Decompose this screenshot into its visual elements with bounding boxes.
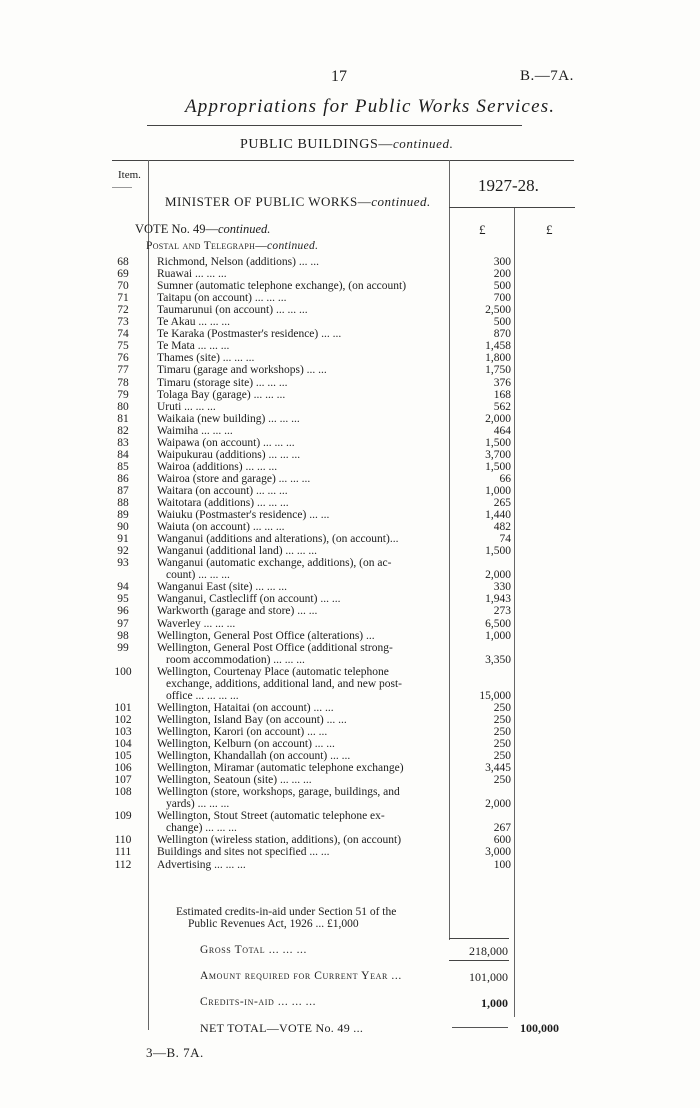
document-code: B.—7A.: [520, 68, 574, 84]
item-description: Waimiha ... ... ...: [157, 424, 233, 437]
item-amount: 6,500: [485, 617, 511, 630]
item-number: 90: [117, 521, 129, 534]
item-description: Wellington, Stout Street (automatic telephone ex-: [157, 810, 385, 823]
item-amount: 330: [493, 581, 511, 594]
item-description: Wairoa (store and garage) ... ... ...: [157, 472, 311, 485]
item-description: Warkworth (garage and store) ... ...: [157, 605, 318, 618]
item-amount: 200: [493, 268, 511, 281]
credits-note-line-2: Public Revenues Act, 1926 ... £1,000: [188, 918, 359, 930]
item-description: Waipukurau (additions) ... ... ...: [157, 448, 301, 461]
item-number: 88: [117, 497, 129, 509]
item-amount: 2,500: [485, 304, 511, 317]
item-description: Wellington, Karori (on account) ... ...: [157, 725, 328, 738]
subtitle-text: PUBLIC BUILDINGS—: [240, 137, 393, 152]
item-number: 109: [114, 810, 132, 823]
item-number: 100: [114, 665, 132, 678]
item-number: 73: [117, 316, 129, 329]
item-description: Wellington, Island Bay (on account) ... ...: [157, 713, 347, 726]
item-amount: 2,000: [485, 569, 511, 582]
item-amount: 15,000: [479, 689, 511, 702]
vote-continued: continued.: [217, 222, 271, 236]
item-number: 112: [114, 858, 132, 871]
item-number: 85: [117, 460, 129, 473]
item-description: Wellington, Miramar (automatic telephone exchange): [157, 762, 404, 775]
item-number: 92: [117, 545, 129, 558]
item-number: 84: [117, 448, 129, 461]
item-amount: 562: [493, 400, 511, 413]
item-number: 87: [117, 484, 129, 497]
section-continued: continued.: [267, 240, 319, 252]
section-name: Postal and Telegraph—: [146, 240, 268, 252]
item-description: Wellington (store, workshops, garage, buildings, and: [157, 786, 400, 799]
item-description: Wellington (wireless station, additions), (on account): [157, 834, 402, 847]
item-number: 79: [117, 388, 129, 401]
item-amount: 273: [493, 605, 511, 618]
item-description: office ... ... ... ...: [166, 689, 239, 702]
item-number: 81: [117, 412, 129, 425]
item-description: Thames (site) ... ... ...: [157, 352, 255, 365]
credits-in-aid-label: Credits-in-aid ... ... ...: [200, 996, 317, 1008]
item-amount: 3,350: [485, 653, 511, 666]
item-description: Waipawa (on account) ... ... ...: [157, 436, 295, 449]
item-amount: 1,750: [485, 364, 511, 377]
item-amount: 1,943: [485, 593, 511, 606]
gross-total-label: Gross Total ... ... ...: [200, 944, 307, 956]
net-total-label: NET TOTAL—VOTE No. 49 ...: [200, 1021, 364, 1035]
item-amount: 250: [493, 713, 511, 726]
item-description: Wanganui East (site) ... ... ...: [157, 581, 288, 594]
currency-symbol: £: [479, 222, 486, 237]
item-description: Wellington, General Post Office (alterations) ...: [157, 629, 375, 642]
item-description: exchange, additions, additional land, and new post-: [166, 677, 403, 690]
item-number: 71: [117, 292, 129, 305]
amount-required-value: 101,000: [469, 970, 508, 984]
item-number: 104: [114, 738, 132, 750]
gross-total-bottom-rule: [449, 960, 509, 961]
item-description: Wellington, Kelburn (on account) ... ...: [157, 738, 335, 750]
item-number: 102: [114, 713, 132, 726]
item-amount: 74: [499, 533, 511, 546]
currency-symbol-total: £: [546, 222, 553, 237]
item-description: Waiuku (Postmaster's residence) ... ...: [157, 509, 330, 522]
item-description: Ruawai ... ... ...: [157, 268, 227, 281]
item-amount: 250: [493, 774, 511, 787]
item-description: change) ... ... ...: [166, 822, 237, 835]
net-total-dash: [452, 1027, 508, 1028]
item-number: 108: [114, 786, 132, 799]
item-number: 103: [114, 725, 132, 738]
item-number: 74: [117, 328, 129, 341]
item-amount: 250: [493, 701, 511, 714]
item-amount: 482: [493, 521, 511, 534]
item-description: Tolaga Bay (garage) ... ... ...: [157, 388, 286, 401]
vote-name: VOTE No. 49—: [135, 222, 218, 236]
item-amount: 168: [493, 388, 511, 401]
item-description: Uruti ... ... ...: [157, 400, 216, 413]
item-description: Timaru (garage and workshops) ... ...: [157, 364, 327, 377]
item-number: 106: [114, 762, 132, 775]
item-number: 96: [117, 605, 129, 618]
item-number: 97: [117, 617, 129, 630]
item-description: Wellington, Courtenay Place (automatic telephone: [157, 665, 389, 678]
item-description: Wellington, General Post Office (additional strong-: [157, 641, 393, 654]
credits-note-line-1: Estimated credits-in-aid under Section 51 of the: [176, 906, 397, 918]
item-description: Richmond, Nelson (additions) ... ...: [157, 256, 319, 268]
item-amount: 250: [493, 725, 511, 738]
item-description: Wanganui, Castlecliff (on account) ... ...: [157, 593, 341, 606]
item-description: Wairoa (additions) ... ... ...: [157, 460, 278, 473]
item-description: Waiuta (on account) ... ... ...: [157, 521, 285, 534]
item-number: 94: [117, 581, 129, 594]
item-description: Waikaia (new building) ... ... ...: [157, 412, 300, 425]
item-number: 68: [117, 256, 129, 268]
item-amount: 870: [493, 328, 511, 341]
item-number: 91: [117, 533, 129, 546]
item-description: Sumner (automatic telephone exchange), (on account): [157, 280, 407, 293]
second-amount-column-rule: [514, 207, 515, 1017]
item-column-rule: [148, 160, 149, 1030]
item-amount: 2,000: [485, 412, 511, 425]
year-underline: [449, 207, 575, 208]
item-number: 75: [117, 340, 129, 353]
gross-total-value: 218,000: [469, 944, 508, 958]
item-number: 89: [117, 509, 129, 522]
item-number: 86: [117, 472, 129, 485]
item-description: Te Karaka (Postmaster's residence) ... ...: [157, 328, 342, 341]
gross-total-top-rule: [449, 938, 509, 939]
item-description: room accommodation) ... ... ...: [166, 653, 305, 666]
item-description: Waitotara (additions) ... ... ...: [157, 497, 289, 509]
item-number: 93: [117, 557, 129, 570]
item-amount: 1,000: [485, 484, 511, 497]
item-number: 111: [114, 846, 132, 859]
net-total-value: 100,000: [520, 1021, 559, 1035]
page-number: 17: [331, 68, 347, 85]
item-amount: 500: [493, 316, 511, 329]
item-description: Buildings and sites not specified ... ...: [157, 846, 330, 859]
item-number: 98: [117, 629, 129, 642]
item-number: 77: [117, 364, 129, 377]
item-amount: 250: [493, 738, 511, 750]
item-number: 78: [117, 376, 129, 389]
item-number: 69: [117, 268, 129, 281]
table-top-rule: [112, 160, 574, 161]
item-number: 105: [114, 750, 132, 763]
item-description: Taitapu (on account) ... ... ...: [157, 292, 287, 305]
item-amount: 267: [493, 822, 511, 835]
amount-required-label: Amount required for Current Year ...: [200, 970, 402, 982]
item-column-header: Item.: [118, 169, 141, 181]
item-amount: 265: [493, 497, 511, 509]
item-description: Wellington, Seatoun (site) ... ... ...: [157, 774, 312, 787]
item-amount: 1,500: [485, 460, 511, 473]
item-description: Waitara (on account) ... ... ...: [157, 484, 288, 497]
ministry-heading: [165, 194, 431, 210]
item-description: count) ... ... ...: [166, 569, 230, 582]
item-amount: 3,700: [485, 448, 511, 461]
item-amount: 1,800: [485, 352, 511, 365]
item-amount: 464: [493, 424, 511, 437]
item-amount: 1,000: [485, 629, 511, 642]
item-header-underline: [112, 187, 132, 188]
item-amount: 1,458: [485, 340, 511, 353]
ministry-name: MINISTER OF PUBLIC WORKS—: [165, 194, 372, 209]
item-description: Wellington, Khandallah (on account) ... ...: [157, 750, 351, 763]
item-amount: 700: [493, 292, 511, 305]
item-amount: 250: [493, 750, 511, 763]
item-amount: 300: [493, 256, 511, 268]
subtitle-continued: continued.: [392, 136, 454, 151]
item-description: Wanganui (additions and alterations), (on account)...: [157, 533, 399, 546]
ministry-continued: continued.: [371, 194, 431, 209]
item-amount: 100: [493, 858, 511, 871]
item-amount: 500: [493, 280, 511, 293]
item-description: Wellington, Hataitai (on account) ... ...: [157, 701, 334, 714]
item-description: Timaru (storage site) ... ... ...: [157, 376, 288, 389]
item-description: yards) ... ... ...: [166, 798, 230, 811]
item-number: 95: [117, 593, 129, 606]
fiscal-year-header: 1927-28.: [478, 176, 539, 195]
item-amount: 376: [493, 376, 511, 389]
credits-in-aid-value: 1,000: [481, 996, 508, 1010]
item-description: Taumarunui (on account) ... ... ...: [157, 304, 308, 317]
item-description: Advertising ... ... ...: [157, 858, 246, 871]
item-amount: 3,000: [485, 846, 511, 859]
item-number: 72: [117, 304, 129, 317]
item-amount: 1,500: [485, 545, 511, 558]
item-number: 82: [117, 424, 129, 437]
item-number: 101: [114, 701, 132, 714]
title-rule: [147, 125, 522, 126]
item-number: 99: [117, 641, 129, 654]
item-amount: 1,440: [485, 509, 511, 522]
item-description: Waverley ... ... ...: [157, 617, 236, 630]
section-heading: [146, 240, 318, 252]
item-description: Te Mata ... ... ...: [157, 340, 230, 353]
item-number: 80: [117, 400, 129, 413]
item-description: Wanganui (automatic exchange, additions), (on ac-: [157, 557, 392, 570]
item-description: Wanganui (additional land) ... ... ...: [157, 545, 318, 558]
page-title: Appropriations for Public Works Services.: [185, 96, 556, 117]
item-number: 83: [117, 436, 129, 449]
item-number: 107: [114, 774, 132, 787]
item-amount: 600: [493, 834, 511, 847]
section-subtitle: [240, 136, 453, 153]
vote-heading: [135, 222, 270, 237]
item-number: 70: [117, 280, 129, 293]
item-amount: 1,500: [485, 436, 511, 449]
item-amount: 2,000: [485, 798, 511, 811]
item-number: 76: [117, 352, 129, 365]
item-description: Te Akau ... ... ...: [157, 316, 230, 329]
item-amount: 3,445: [485, 762, 511, 775]
page-footer: 3—B. 7A.: [146, 1045, 204, 1060]
item-amount: 66: [499, 472, 511, 485]
item-number: 110: [114, 834, 132, 847]
